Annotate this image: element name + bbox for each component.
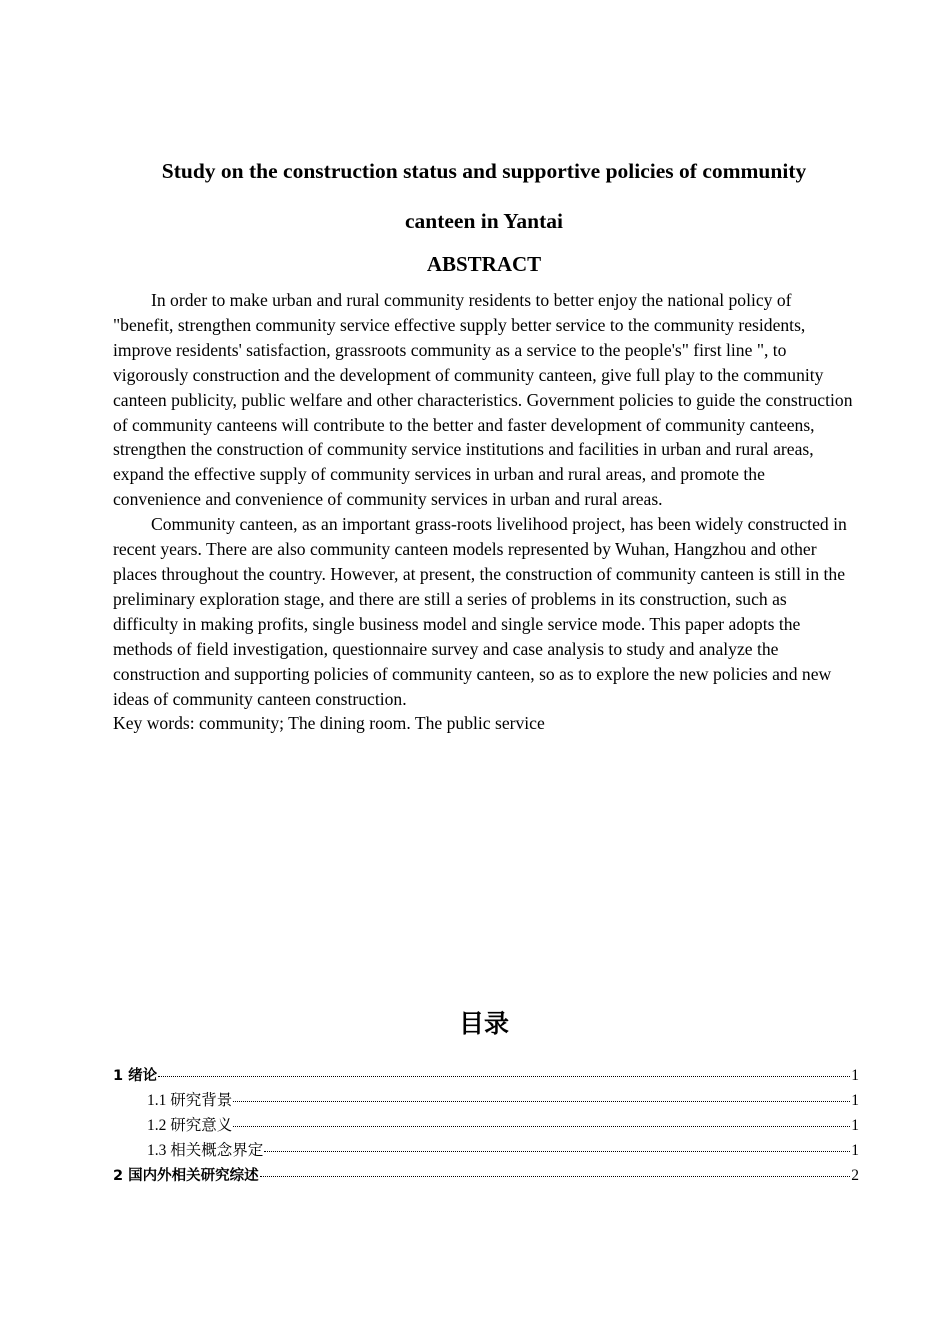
toc-entry-page: 1 <box>851 1117 859 1134</box>
abstract-paragraph-1: In order to make urban and rural community residents to better enjoy the national policy of "benefit, strengthen community service effective supply better service to the community residents, improve residents' satisfaction, grassroots community as a service to the people's" first line ", to vigorously construction and the development of community canteen, give full play to the community canteen publicity, public welfare and other characteristics. Government policies to guide the construction of community canteens will contribute to the better and faster development of community canteens, strengthen the construction of community service institutions and facilities in urban and rural areas, expand the effective supply of community services in urban and rural areas, and promote the convenience and convenience of community services in urban and rural areas. <box>113 290 853 510</box>
abstract-paragraph-2: Community canteen, as an important grass-roots livelihood project, has been widely constructed in recent years. There are also community canteen models represented by Wuhan, Hangzhou and other places throughout the country. However, at present, the construction of community canteen is still in the preliminary exploration stage, and there are still a series of problems in its construction, such as difficulty in making profits, single business model and single service mode. This paper adopts the methods of field investigation, questionnaire survey and case analysis to study and analyze the construction and supporting policies of community canteen, so as to explore the new policies and new ideas of community canteen construction. <box>113 514 847 709</box>
toc-dot-leader <box>264 1151 850 1152</box>
toc-entry-page: 1 <box>851 1142 859 1159</box>
toc-entry-label: 1.1 研究背景 <box>147 1092 233 1109</box>
abstract-keywords: Key words: community; The dining room. The public service <box>113 713 545 734</box>
toc-dot-leader <box>260 1176 851 1177</box>
toc-entry[interactable] <box>113 1088 859 1113</box>
toc-entry[interactable] <box>113 1063 859 1088</box>
toc-entry-label: 2 国内外相关研究综述 <box>113 1168 259 1184</box>
abstract-heading: ABSTRACT <box>426 252 542 276</box>
paper-title-line-1: Study on the construction status and supportive policies of community <box>161 159 807 183</box>
toc-heading: 目录 <box>458 1009 509 1038</box>
table-of-contents <box>113 1063 859 1188</box>
abstract-body <box>113 288 855 736</box>
toc-dot-leader <box>158 1076 850 1077</box>
paper-title <box>113 146 855 246</box>
toc-entry-label: 1.2 研究意义 <box>147 1117 233 1134</box>
toc-entry-label: 1.3 相关概念界定 <box>147 1142 264 1159</box>
document-page <box>113 0 859 1344</box>
toc-entry-page: 1 <box>851 1092 859 1109</box>
toc-dot-leader <box>233 1101 850 1102</box>
toc-dot-leader <box>233 1126 850 1127</box>
toc-entry[interactable] <box>113 1138 859 1163</box>
toc-entry[interactable] <box>113 1113 859 1138</box>
toc-entry-label: 1 绪论 <box>113 1068 158 1084</box>
toc-entry[interactable] <box>113 1163 859 1188</box>
toc-entry-page: 1 <box>851 1067 859 1084</box>
toc-entry-page: 2 <box>851 1167 859 1184</box>
paper-title-line-2: canteen in Yantai <box>404 209 564 233</box>
